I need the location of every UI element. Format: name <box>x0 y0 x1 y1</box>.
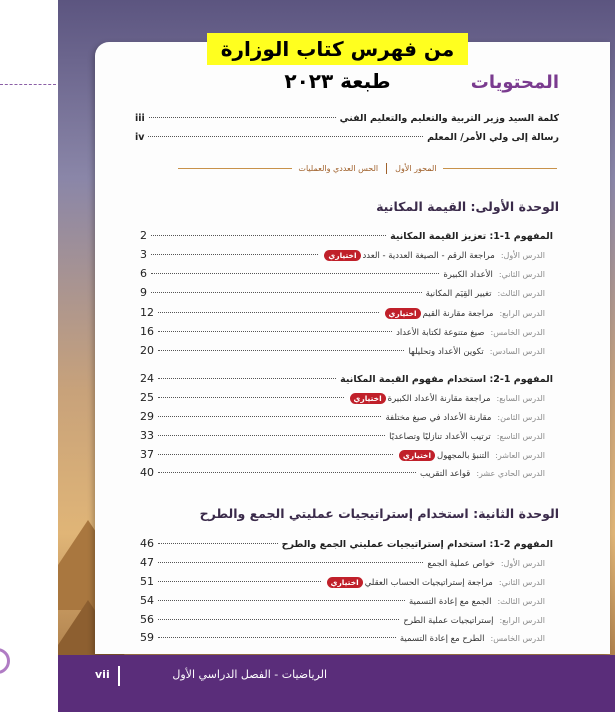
lesson-prefix: الدرس الثاني: <box>498 578 545 587</box>
dot-leader <box>158 619 399 620</box>
dot-leader <box>158 331 392 332</box>
lesson-page: 37 <box>140 448 154 461</box>
lesson-page: 47 <box>140 556 154 569</box>
lesson-prefix: الدرس الخامس: <box>490 328 545 337</box>
dot-leader <box>158 581 321 582</box>
toc-entry-label: رسالة إلى ولي الأمر/ المعلم <box>427 132 559 143</box>
lesson-label: قواعد التقريب <box>420 469 471 479</box>
lesson-label: مراجعة إستراتيجيات الحساب العقلي <box>364 578 493 588</box>
dot-leader <box>158 397 344 398</box>
concept-entry[interactable] <box>140 372 553 385</box>
lesson-page: 12 <box>140 306 154 319</box>
dot-leader <box>158 472 416 473</box>
concept-label: المفهوم 1-1: تعزيز القيمة المكانية <box>390 231 553 242</box>
axis-divider <box>178 162 557 174</box>
lesson-page: 59 <box>140 631 154 644</box>
lesson-entry[interactable] <box>140 594 545 607</box>
lesson-label: مقارنة الأعداد في صيغ مختلفة <box>385 413 492 423</box>
dot-leader <box>158 312 379 313</box>
lesson-label: خواص عملية الجمع <box>427 559 495 569</box>
lesson-prefix: الدرس الثالث: <box>497 289 545 298</box>
concept-page: 2 <box>140 229 147 242</box>
lesson-prefix: الدرس الأول: <box>500 559 545 568</box>
lesson-prefix: الدرس السابع: <box>496 394 545 403</box>
edition-banner: من فهرس كتاب الوزارة طبعة ٢٠٢٣ <box>207 33 468 65</box>
lesson-entry[interactable] <box>140 286 545 299</box>
dot-leader <box>149 117 336 118</box>
footer-separator <box>118 666 120 686</box>
lesson-page: 20 <box>140 344 154 357</box>
dot-leader <box>151 292 422 293</box>
lesson-label: مراجعة الرقم - الصيغة العددية - العدد <box>362 251 495 261</box>
lesson-entry[interactable] <box>140 325 545 338</box>
dot-leader <box>158 378 336 379</box>
lesson-prefix: الدرس العاشر: <box>495 451 545 460</box>
axis-sublabel: الحس العددي والعمليات <box>298 163 379 173</box>
dot-leader <box>158 543 278 544</box>
axis-label: المحور الأول <box>395 163 437 173</box>
optional-badge: اختياري <box>399 450 435 461</box>
optional-badge: اختياري <box>327 577 363 588</box>
lesson-entry[interactable] <box>140 466 545 479</box>
lesson-entry[interactable] <box>140 248 545 261</box>
dot-leader <box>158 416 381 417</box>
left-margin <box>0 0 58 712</box>
lesson-label: تغيير القِيَم المكانية <box>425 289 492 299</box>
optional-badge: اختياري <box>385 308 421 319</box>
lesson-page: 54 <box>140 594 154 607</box>
dot-leader <box>158 600 405 601</box>
lesson-page: 16 <box>140 325 154 338</box>
lesson-prefix: الدرس الثامن: <box>497 413 545 422</box>
lesson-page: 40 <box>140 466 154 479</box>
dot-leader <box>151 273 439 274</box>
lesson-prefix: الدرس الرابع: <box>499 616 545 625</box>
lesson-page: 9 <box>140 286 147 299</box>
lesson-entry[interactable] <box>140 613 545 626</box>
lesson-entry[interactable] <box>140 391 545 404</box>
toc-entry-page: iv <box>135 132 145 143</box>
optional-badge: اختياري <box>324 250 360 261</box>
concept-page: 24 <box>140 372 154 385</box>
lesson-entry[interactable] <box>140 575 545 588</box>
lesson-prefix: الدرس التاسع: <box>496 432 545 441</box>
toc-entry[interactable] <box>135 132 559 143</box>
lesson-prefix: الدرس الثالث: <box>497 597 545 606</box>
lesson-page: 29 <box>140 410 154 423</box>
dot-leader <box>151 254 318 255</box>
footer-page-number: vii <box>95 668 110 681</box>
lesson-label: صيغ متنوعة لكتابة الأعداد <box>396 328 485 338</box>
lesson-label: الجمع مع إعادة التسمية <box>409 597 492 607</box>
lesson-label: الأعداد الكبيرة <box>443 270 493 280</box>
lesson-entry[interactable] <box>140 429 545 442</box>
lesson-label: مراجعة مقارنة القيم <box>422 309 494 319</box>
page-footer <box>58 655 615 712</box>
dot-leader <box>158 637 396 638</box>
lesson-label: الطرح مع إعادة التسمية <box>399 634 485 644</box>
lesson-entry[interactable] <box>140 344 545 357</box>
lesson-page: 6 <box>140 267 147 280</box>
lesson-page: 3 <box>140 248 147 261</box>
optional-badge: اختياري <box>350 393 386 404</box>
page-title: المحتويات <box>470 72 559 93</box>
footer-subject: الرياضيات - الفصل الدراسي الأول <box>172 668 327 681</box>
lesson-label: مراجعة مقارنة الأعداد الكبيرة <box>387 394 491 404</box>
lesson-prefix: الدرس الرابع: <box>499 309 545 318</box>
lesson-label: ترتيب الأعداد تنازليًا وتصاعديًا <box>389 432 491 442</box>
toc-entry-page: iii <box>135 113 145 124</box>
lesson-entry[interactable] <box>140 631 545 644</box>
concept-entry[interactable] <box>140 537 553 550</box>
lesson-page: 51 <box>140 575 154 588</box>
concept-page: 46 <box>140 537 154 550</box>
lesson-prefix: الدرس الأول: <box>500 251 545 260</box>
lesson-page: 33 <box>140 429 154 442</box>
dot-leader <box>158 435 385 436</box>
dot-leader <box>158 350 404 351</box>
lesson-page: 25 <box>140 391 154 404</box>
unit-title: الوحدة الأولى: القيمة المكانية <box>376 199 559 214</box>
lesson-prefix: الدرس الخامس: <box>490 634 545 643</box>
lesson-label: التنبؤ بالمجهول <box>437 451 490 461</box>
concept-entry[interactable] <box>140 229 553 242</box>
dot-leader <box>158 562 423 563</box>
lesson-prefix: الدرس الحادي عشر: <box>476 469 545 478</box>
lesson-entry[interactable] <box>140 267 545 280</box>
toc-entry[interactable] <box>135 113 559 124</box>
lesson-page: 56 <box>140 613 154 626</box>
lesson-entry[interactable] <box>140 556 545 569</box>
dot-leader <box>158 454 393 455</box>
lesson-label: تكوين الأعداد وتحليلها <box>408 347 484 357</box>
concept-label: المفهوم 2-1: استخدام إستراتيجيات عمليتي الجمع والطرح <box>281 539 553 550</box>
toc-entry-label: كلمة السيد وزير التربية والتعليم والتعليم الفني <box>339 113 559 124</box>
lesson-entry[interactable] <box>140 306 545 319</box>
lesson-entry[interactable] <box>140 448 545 461</box>
dot-leader <box>151 235 386 236</box>
lesson-label: إستراتيجيات عملية الطرح <box>403 616 494 626</box>
lesson-entry[interactable] <box>140 410 545 423</box>
unit-title: الوحدة الثانية: استخدام إستراتيجيات عمليتي الجمع والطرح <box>199 506 559 521</box>
dashed-divider <box>0 84 56 85</box>
lesson-prefix: الدرس الثاني: <box>498 270 545 279</box>
concept-label: المفهوم 1-2: استخدام مفهوم القيمة المكانية <box>340 374 553 385</box>
dot-leader <box>148 136 423 137</box>
lesson-prefix: الدرس السادس: <box>489 347 545 356</box>
